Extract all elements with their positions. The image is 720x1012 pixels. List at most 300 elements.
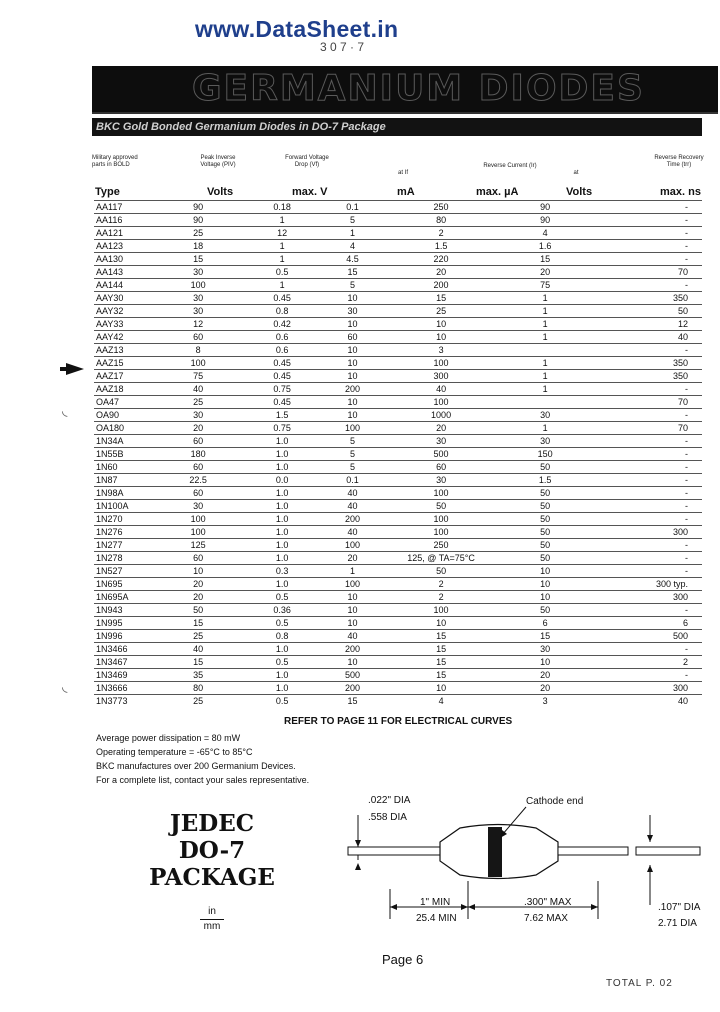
table-row: [94, 344, 702, 357]
table-row: [94, 656, 702, 669]
table-row: [94, 318, 702, 331]
table-cell: 50: [502, 539, 588, 552]
table-cell: -: [588, 214, 702, 227]
diode-type-cell: OA180: [94, 422, 157, 435]
table-row: [94, 305, 702, 318]
subtitle-banner: BKC Gold Bonded Germanium Diodes in DO-7 Package: [92, 118, 702, 136]
table-cell: 12: [588, 318, 702, 331]
table-cell: 500: [380, 448, 502, 461]
table-cell: 15: [380, 643, 502, 656]
table-cell: 0.45: [239, 357, 325, 370]
diode-type-cell: AA117: [94, 201, 157, 214]
table-cell: 20: [157, 591, 239, 604]
table-cell: 20: [157, 422, 239, 435]
table-row: [94, 643, 702, 656]
table-cell: 1.0: [239, 448, 325, 461]
table-cell: 40: [380, 383, 502, 396]
table-cell: 40: [325, 630, 380, 643]
table-cell: 50: [502, 461, 588, 474]
table-cell: 10: [502, 565, 588, 578]
table-cell: 3: [380, 344, 502, 357]
table-cell: -: [588, 227, 702, 240]
table-cell: 0.5: [239, 656, 325, 669]
table-cell: 50: [502, 526, 588, 539]
table-cell: -: [588, 513, 702, 526]
table-cell: 1.0: [239, 526, 325, 539]
table-cell: -: [588, 240, 702, 253]
table-row: [94, 526, 702, 539]
table-cell: [502, 396, 588, 409]
table-row: [94, 357, 702, 370]
table-cell: 5: [325, 448, 380, 461]
table-cell: 10: [502, 578, 588, 591]
table-cell: 15: [380, 292, 502, 305]
table-cell: 4.5: [325, 253, 380, 266]
table-cell: 10: [325, 318, 380, 331]
table-cell: 40: [157, 383, 239, 396]
table-cell: 15: [157, 617, 239, 630]
table-cell: 0.3: [239, 565, 325, 578]
table-cell: 70: [588, 266, 702, 279]
table-cell: 30: [380, 474, 502, 487]
table-cell: 1.0: [239, 513, 325, 526]
fax-footer: TOTAL P. 02: [606, 978, 673, 989]
unit-mm: mm: [203, 921, 221, 932]
table-cell: 5: [325, 214, 380, 227]
table-row: [94, 487, 702, 500]
table-cell: 0.8: [239, 305, 325, 318]
body-diameter-mm: 2.71 DIA: [658, 918, 697, 929]
table-cell: 10: [502, 591, 588, 604]
table-cell: 60: [380, 461, 502, 474]
col-header-if: mA: [397, 186, 415, 198]
col-header-vf: max. V: [292, 186, 328, 198]
lead-length-in: 1" MIN: [420, 897, 451, 908]
table-cell: 30: [502, 643, 588, 656]
table-cell: 100: [380, 526, 502, 539]
diode-type-cell: AAZ15: [94, 357, 157, 370]
table-cell: 1: [325, 227, 380, 240]
table-cell: 60: [157, 487, 239, 500]
table-row: [94, 227, 702, 240]
table-cell: 350: [588, 357, 702, 370]
banner-title: GERMANIUM DIODES: [192, 68, 645, 109]
table-cell: -: [588, 383, 702, 396]
table-cell: 300: [588, 591, 702, 604]
table-cell: 30: [157, 292, 239, 305]
table-cell: 1: [239, 279, 325, 292]
table-cell: 90: [502, 201, 588, 214]
notes-block: [96, 731, 309, 787]
diode-type-cell: AAY32: [94, 305, 157, 318]
table-cell: 30: [157, 500, 239, 513]
table-cell: 200: [325, 383, 380, 396]
diode-type-cell: AA121: [94, 227, 157, 240]
note-line: For a complete list, contact your sales representative.: [96, 775, 310, 785]
header-note-piv: Peak Inverse Voltage (PIV): [200, 155, 236, 168]
table-cell: 0.18: [239, 201, 325, 214]
table-cell: 100: [325, 539, 380, 552]
header-note-at-if: at If: [397, 170, 408, 176]
table-cell: 125: [157, 539, 239, 552]
diode-type-cell: 1N527: [94, 565, 157, 578]
table-cell: 200: [325, 513, 380, 526]
table-cell: 50: [380, 500, 502, 513]
table-cell: 300 typ.: [588, 578, 702, 591]
watermark-url[interactable]: www.DataSheet.in: [195, 16, 399, 42]
table-cell: 10: [380, 318, 502, 331]
header-note-vf: Forward Voltage Drop (Vf): [285, 155, 329, 168]
diode-type-cell: AAY42: [94, 331, 157, 344]
table-row: [94, 682, 702, 695]
table-cell: 1.6: [502, 240, 588, 253]
table-cell: 10: [502, 656, 588, 669]
diode-type-cell: AAZ17: [94, 370, 157, 383]
table-cell: 90: [157, 214, 239, 227]
diode-type-cell: AA116: [94, 214, 157, 227]
col-header-ir: max. µA: [476, 186, 519, 198]
table-cell: 10: [325, 292, 380, 305]
table-cell: 10: [380, 617, 502, 630]
table-cell: 60: [157, 331, 239, 344]
table-cell: 350: [588, 292, 702, 305]
table-cell: 15: [380, 656, 502, 669]
table-row: [94, 409, 702, 422]
table-cell: 60: [157, 461, 239, 474]
table-cell: 90: [157, 201, 239, 214]
table-cell: 5: [325, 461, 380, 474]
table-cell: 6: [588, 617, 702, 630]
diode-type-cell: 1N278: [94, 552, 157, 565]
table-cell: 40: [588, 695, 702, 708]
diode-type-cell: AAY33: [94, 318, 157, 331]
table-cell: 10: [325, 357, 380, 370]
table-cell: 1000: [380, 409, 502, 422]
table-cell: 40: [325, 487, 380, 500]
table-cell: 70: [588, 396, 702, 409]
page-number: Page 6: [382, 952, 424, 967]
table-row: [94, 513, 702, 526]
diode-type-cell: 1N3466: [94, 643, 157, 656]
table-row: [94, 422, 702, 435]
table-cell: 50: [502, 487, 588, 500]
table-cell: 35: [157, 669, 239, 682]
body-diameter-in: .107" DIA: [658, 902, 701, 913]
table-cell: [502, 344, 588, 357]
table-cell: 0.5: [239, 266, 325, 279]
table-cell: 20: [325, 552, 380, 565]
table-cell: 200: [325, 682, 380, 695]
table-cell: 60: [157, 435, 239, 448]
table-cell: 1: [239, 240, 325, 253]
table-cell: 30: [157, 266, 239, 279]
table-cell: 1: [502, 422, 588, 435]
table-row: [94, 474, 702, 487]
table-cell: 220: [380, 253, 502, 266]
header-note-at: at: [573, 170, 579, 176]
diode-type-cell: 1N3469: [94, 669, 157, 682]
table-row: [94, 604, 702, 617]
package-title-line-1: JEDEC: [169, 810, 255, 837]
table-row: [94, 370, 702, 383]
diode-type-cell: AAZ13: [94, 344, 157, 357]
table-cell: 100: [325, 422, 380, 435]
table-row: [94, 292, 702, 305]
table-cell: 10: [380, 682, 502, 695]
table-cell: 300: [380, 370, 502, 383]
table-cell: 0.45: [239, 396, 325, 409]
table-cell: 1.0: [239, 435, 325, 448]
diode-type-cell: 1N996: [94, 630, 157, 643]
table-cell: 10: [325, 344, 380, 357]
table-cell: 0.1: [325, 201, 380, 214]
cathode-end-label: Cathode end: [526, 796, 584, 807]
diode-type-cell: 1N943: [94, 604, 157, 617]
table-cell: 100: [380, 357, 502, 370]
diode-type-cell: 1N3666: [94, 682, 157, 695]
diode-type-cell: 1N98A: [94, 487, 157, 500]
table-cell: -: [588, 201, 702, 214]
table-cell: 250: [380, 201, 502, 214]
table-cell: 80: [380, 214, 502, 227]
table-cell: 1.0: [239, 539, 325, 552]
table-cell: 10: [325, 604, 380, 617]
header-note-military: Military approved parts in BOLD: [92, 155, 138, 168]
table-cell: 100: [157, 357, 239, 370]
table-cell: 1: [502, 357, 588, 370]
diode-type-cell: AA130: [94, 253, 157, 266]
table-cell: -: [588, 253, 702, 266]
table-cell: 10: [380, 331, 502, 344]
table-cell: -: [588, 435, 702, 448]
table-cell: 30: [502, 409, 588, 422]
note-line: Operating temperature = -65°C to 85°C: [96, 747, 253, 757]
diode-type-cell: 1N34A: [94, 435, 157, 448]
table-cell: 2: [380, 227, 502, 240]
table-cell: 0.6: [239, 331, 325, 344]
table-cell: 1: [502, 305, 588, 318]
table-cell: -: [588, 539, 702, 552]
table-cell: 12: [239, 227, 325, 240]
diode-type-cell: 1N695A: [94, 591, 157, 604]
table-cell: -: [588, 448, 702, 461]
table-cell: 3: [502, 695, 588, 708]
table-cell: 500: [588, 630, 702, 643]
table-row: [94, 617, 702, 630]
pointer-arrow-icon: [66, 363, 84, 375]
table-cell: -: [588, 279, 702, 292]
col-header-trr: max. ns: [660, 186, 701, 198]
table-cell: 0.75: [239, 422, 325, 435]
table-cell: 5: [325, 279, 380, 292]
table-cell: 10: [325, 656, 380, 669]
table-cell: 150: [502, 448, 588, 461]
diode-type-cell: 1N695: [94, 578, 157, 591]
table-row: [94, 448, 702, 461]
table-cell: 10: [325, 591, 380, 604]
diode-type-cell: AA123: [94, 240, 157, 253]
table-cell: 1.0: [239, 500, 325, 513]
table-cell: -: [588, 461, 702, 474]
table-row: [94, 552, 702, 565]
table-cell: 30: [380, 435, 502, 448]
table-cell: 0.42: [239, 318, 325, 331]
table-cell: -: [588, 500, 702, 513]
refer-note: REFER TO PAGE 11 FOR ELECTRICAL CURVES: [284, 716, 513, 727]
table-cell: -: [588, 409, 702, 422]
table-cell: 2: [588, 656, 702, 669]
title-banner: [92, 66, 718, 114]
table-cell: 90: [502, 214, 588, 227]
handwritten-scribble: 3 0 7 · 7: [320, 40, 365, 54]
body-length-mm: 7.62 MAX: [524, 913, 568, 924]
table-cell: 0.5: [239, 591, 325, 604]
table-cell: 20: [380, 266, 502, 279]
table-cell: 12: [157, 318, 239, 331]
table-cell: 1: [239, 253, 325, 266]
table-cell: 60: [325, 331, 380, 344]
table-cell: 1.0: [239, 461, 325, 474]
table-row: [94, 240, 702, 253]
table-cell: 100: [380, 396, 502, 409]
table-cell: 20: [157, 578, 239, 591]
table-row: [94, 578, 702, 591]
table-cell: 15: [502, 253, 588, 266]
table-cell: 20: [502, 682, 588, 695]
lead-diameter-mm: .558 DIA: [368, 812, 407, 823]
table-cell: 15: [325, 266, 380, 279]
table-cell: 0.45: [239, 370, 325, 383]
table-row: [94, 266, 702, 279]
table-cell: 8: [157, 344, 239, 357]
diode-type-cell: 1N3467: [94, 656, 157, 669]
table-row: [94, 214, 702, 227]
diode-type-cell: 1N276: [94, 526, 157, 539]
table-cell: 250: [380, 539, 502, 552]
table-cell: 20: [502, 669, 588, 682]
table-cell: 25: [157, 227, 239, 240]
table-cell: 1: [502, 331, 588, 344]
diode-type-cell: 1N60: [94, 461, 157, 474]
body-length-in: .300" MAX: [524, 897, 572, 908]
table-row: [94, 383, 702, 396]
table-cell: 200: [325, 643, 380, 656]
table-cell: 0.0: [239, 474, 325, 487]
diode-type-cell: OA47: [94, 396, 157, 409]
diode-spec-table: [94, 200, 702, 708]
table-cell: 50: [502, 513, 588, 526]
table-cell: 25: [380, 305, 502, 318]
table-cell: 30: [325, 305, 380, 318]
package-title: [148, 810, 276, 891]
table-cell: 30: [502, 435, 588, 448]
package-title-line-2: DO-7: [178, 837, 246, 864]
table-cell: 100: [380, 487, 502, 500]
table-cell: -: [588, 565, 702, 578]
table-cell: 18: [157, 240, 239, 253]
table-cell: 15: [157, 253, 239, 266]
table-cell: 15: [502, 630, 588, 643]
table-cell: 70: [588, 422, 702, 435]
table-cell: 50: [588, 305, 702, 318]
table-row: [94, 565, 702, 578]
table-row: [94, 201, 702, 214]
table-cell: 10: [325, 396, 380, 409]
table-row: [94, 591, 702, 604]
table-cell: 1.0: [239, 552, 325, 565]
table-cell: 1: [502, 318, 588, 331]
table-row: [94, 253, 702, 266]
punch-hole-mark: ◟: [62, 678, 68, 694]
diode-type-cell: 1N270: [94, 513, 157, 526]
note-line: Average power dissipation = 80 mW: [96, 733, 241, 743]
table-cell: 40: [157, 643, 239, 656]
table-cell: 50: [502, 604, 588, 617]
table-cell: 10: [157, 565, 239, 578]
table-cell: 180: [157, 448, 239, 461]
table-cell: 125, @ TA=75°C: [380, 552, 502, 565]
table-cell: 1.0: [239, 578, 325, 591]
table-cell: 50: [502, 552, 588, 565]
table-cell: -: [588, 487, 702, 500]
table-row: [94, 630, 702, 643]
table-cell: 30: [157, 305, 239, 318]
table-cell: 100: [157, 513, 239, 526]
table-cell: 22.5: [157, 474, 239, 487]
table-cell: 20: [380, 422, 502, 435]
table-cell: 40: [588, 331, 702, 344]
diode-type-cell: OA90: [94, 409, 157, 422]
table-row: [94, 539, 702, 552]
table-row: [94, 500, 702, 513]
diode-type-cell: 1N100A: [94, 500, 157, 513]
table-cell: 50: [502, 500, 588, 513]
table-cell: 2: [380, 591, 502, 604]
table-cell: 0.6: [239, 344, 325, 357]
table-cell: 15: [380, 630, 502, 643]
table-cell: 1: [325, 565, 380, 578]
diode-type-cell: AA144: [94, 279, 157, 292]
unit-inches: in: [208, 906, 216, 917]
table-cell: 50: [157, 604, 239, 617]
diode-type-cell: 1N277: [94, 539, 157, 552]
table-cell: 60: [157, 552, 239, 565]
table-cell: 100: [380, 513, 502, 526]
table-cell: -: [588, 643, 702, 656]
col-header-type: Type: [95, 186, 120, 198]
table-cell: 50: [380, 565, 502, 578]
table-cell: 25: [157, 630, 239, 643]
diode-type-cell: AAY30: [94, 292, 157, 305]
table-cell: 1.5: [239, 409, 325, 422]
header-note-ir: Reverse Current (Ir): [483, 163, 537, 169]
table-cell: 80: [157, 682, 239, 695]
table-cell: 1.5: [380, 240, 502, 253]
table-cell: 0.75: [239, 383, 325, 396]
table-cell: 1: [502, 370, 588, 383]
table-cell: 6: [502, 617, 588, 630]
table-cell: 350: [588, 370, 702, 383]
punch-hole-mark: ◟: [62, 402, 68, 418]
table-cell: 100: [157, 526, 239, 539]
header-note-trr: Reverse Recovery Time (trr): [654, 155, 704, 168]
diode-type-cell: 1N3773: [94, 695, 157, 708]
table-cell: 20: [502, 266, 588, 279]
table-cell: 15: [157, 656, 239, 669]
table-row: [94, 331, 702, 344]
table-cell: 200: [380, 279, 502, 292]
table-cell: 4: [325, 240, 380, 253]
